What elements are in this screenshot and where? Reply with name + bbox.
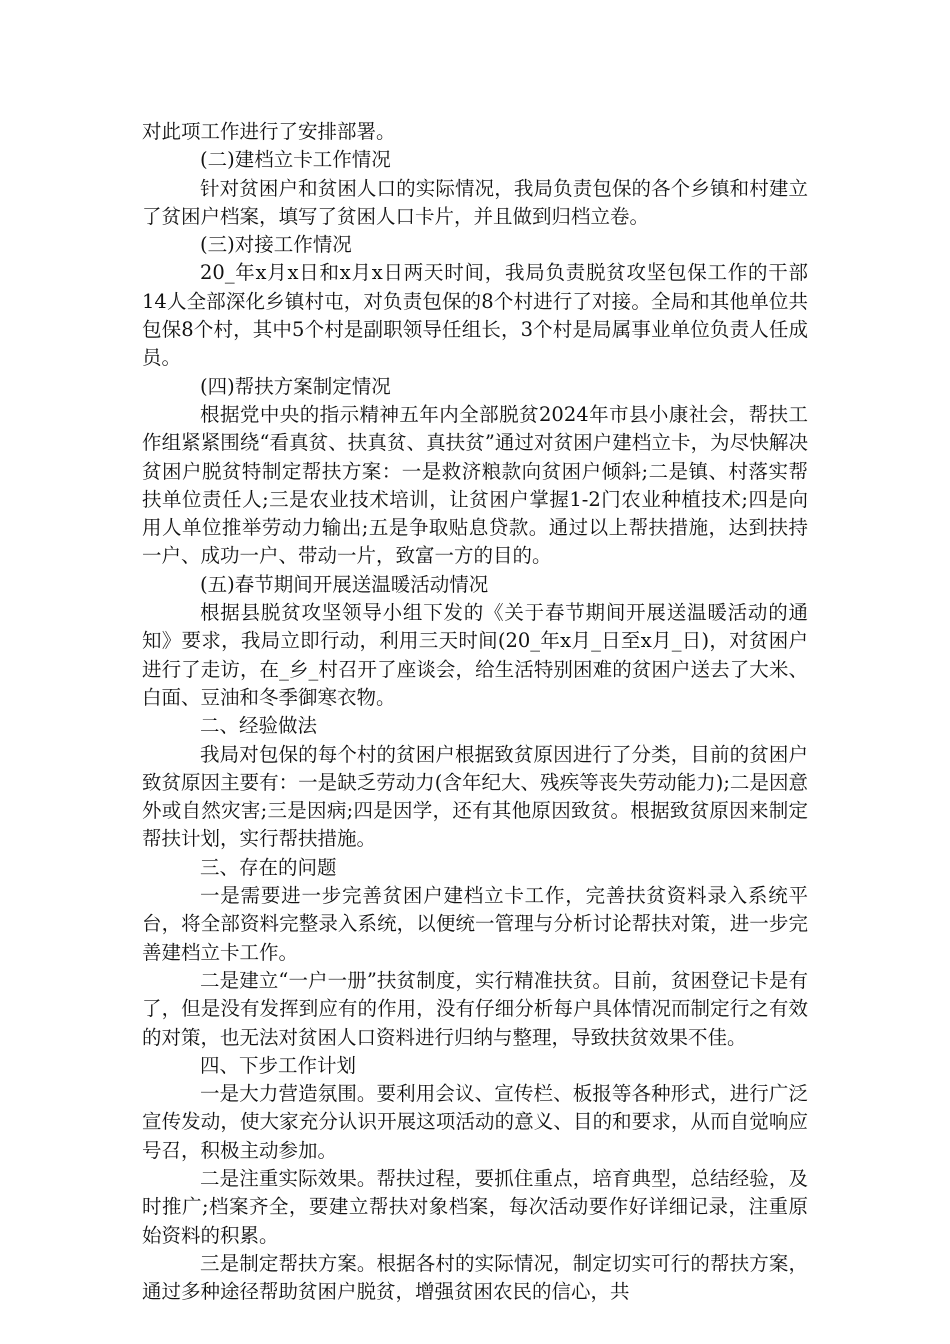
paragraph-next-step-1: 一是大力营造氛围。要利用会议、宣传栏、板报等各种形式，进行广泛宣传发动，使大家充分认识开展这项活动的意义、目的和要求，从而自觉响应号召，积极主动参加。 — [142, 1082, 808, 1162]
paragraph-experience: 我局对包保的每个村的贫困户根据致贫原因进行了分类，目前的贫困户致贫原因主要有：一是缺乏劳动力(含年纪大、残疾等丧失劳动能力);二是因意外或自然灾害;三是因病;四是因学，还有其他原因致贫。根据致贫原因来制定帮扶计划，实行帮扶措施。 — [142, 742, 808, 851]
document-page — [142, 118, 808, 1306]
section-heading-spring-festival: (五)春节期间开展送温暖活动情况 — [200, 572, 489, 596]
section-heading-plan-formulation: (四)帮扶方案制定情况 — [200, 374, 391, 398]
paragraph-continuation: 对此项工作进行了安排部署。 — [142, 120, 396, 143]
section-heading-next-steps: 四、下步工作计划 — [200, 1053, 357, 1077]
paragraph-next-step-3: 三是制定帮扶方案。根据各村的实际情况，制定切实可行的帮扶方案，通过多种途径帮助贫困户脱贫，增强贫困农民的信心，共 — [142, 1251, 808, 1304]
section-heading-problems: 三、存在的问题 — [200, 855, 337, 879]
paragraph-docking: 20_年x月x日和x月x日两天时间，我局负责脱贫攻坚包保工作的干部14人全部深化乡镇村屯，对负责包保的8个村进行了对接。全局和其他单位共包保8个村，其中5个村是副职领导任组长，3个村是局属事业单位负责人任成员。 — [142, 261, 808, 370]
paragraph-next-step-2: 二是注重实际效果。帮扶过程，要抓住重点，培育典型，总结经验，及时推广;档案齐全，要建立帮扶对象档案，每次活动要作好详细记录，注重原始资料的积累。 — [142, 1166, 808, 1247]
paragraph-problem-2: 二是建立“一户一册”扶贫制度，实行精准扶贫。目前，贫困登记卡是有了，但是没有发挥到应有的作用，没有仔细分析每户具体情况而制定行之有效的对策，也无法对贫困人口资料进行归纳与整理，导致扶贫效果不佳。 — [142, 968, 808, 1049]
section-heading-archiving: (二)建档立卡工作情况 — [200, 148, 391, 172]
paragraph-spring-festival: 根据县脱贫攻坚领导小组下发的《关于春节期间开展送温暖活动的通知》要求，我局立即行动，利用三天时间(20_年x月_日至x月_日)，对贫困户进行了走访，在_乡_村召开了座谈会，给生活特别困难的贫困户送去了大米、白面、豆油和冬季御寒衣物。 — [142, 601, 808, 709]
paragraph-archiving: 针对贫困户和贫困人口的实际情况，我局负责包保的各个乡镇和村建立了贫困户档案，填写了贫困人口卡片，并且做到归档立卷。 — [142, 176, 808, 228]
paragraph-problem-1: 一是需要进一步完善贫困户建档立卡工作，完善扶贫资料录入系统平台，将全部资料完整录入系统，以便统一管理与分析讨论帮扶对策，进一步完善建档立卡工作。 — [142, 884, 808, 964]
paragraph-plan-formulation: 根据党中央的指示精神五年内全部脱贫2024年市县小康社会，帮扶工作组紧紧围绕“看真贫、扶真贫、真扶贫”通过对贫困户建档立卡，为尽快解决贫困户脱贫特制定帮扶方案：一是救济粮款向贫困户倾斜;二是镇、村落实帮扶单位责任人;三是农业技术培训，让贫困户掌握1-2门农业种植技术;四是向用人单位推举劳动力输出;五是争取贴息贷款。通过以上帮扶措施，达到扶持一户、成功一户、带动一片，致富一方的目的。 — [142, 402, 808, 568]
section-heading-experience: 二、经验做法 — [200, 714, 318, 738]
section-heading-docking: (三)对接工作情况 — [200, 233, 352, 257]
